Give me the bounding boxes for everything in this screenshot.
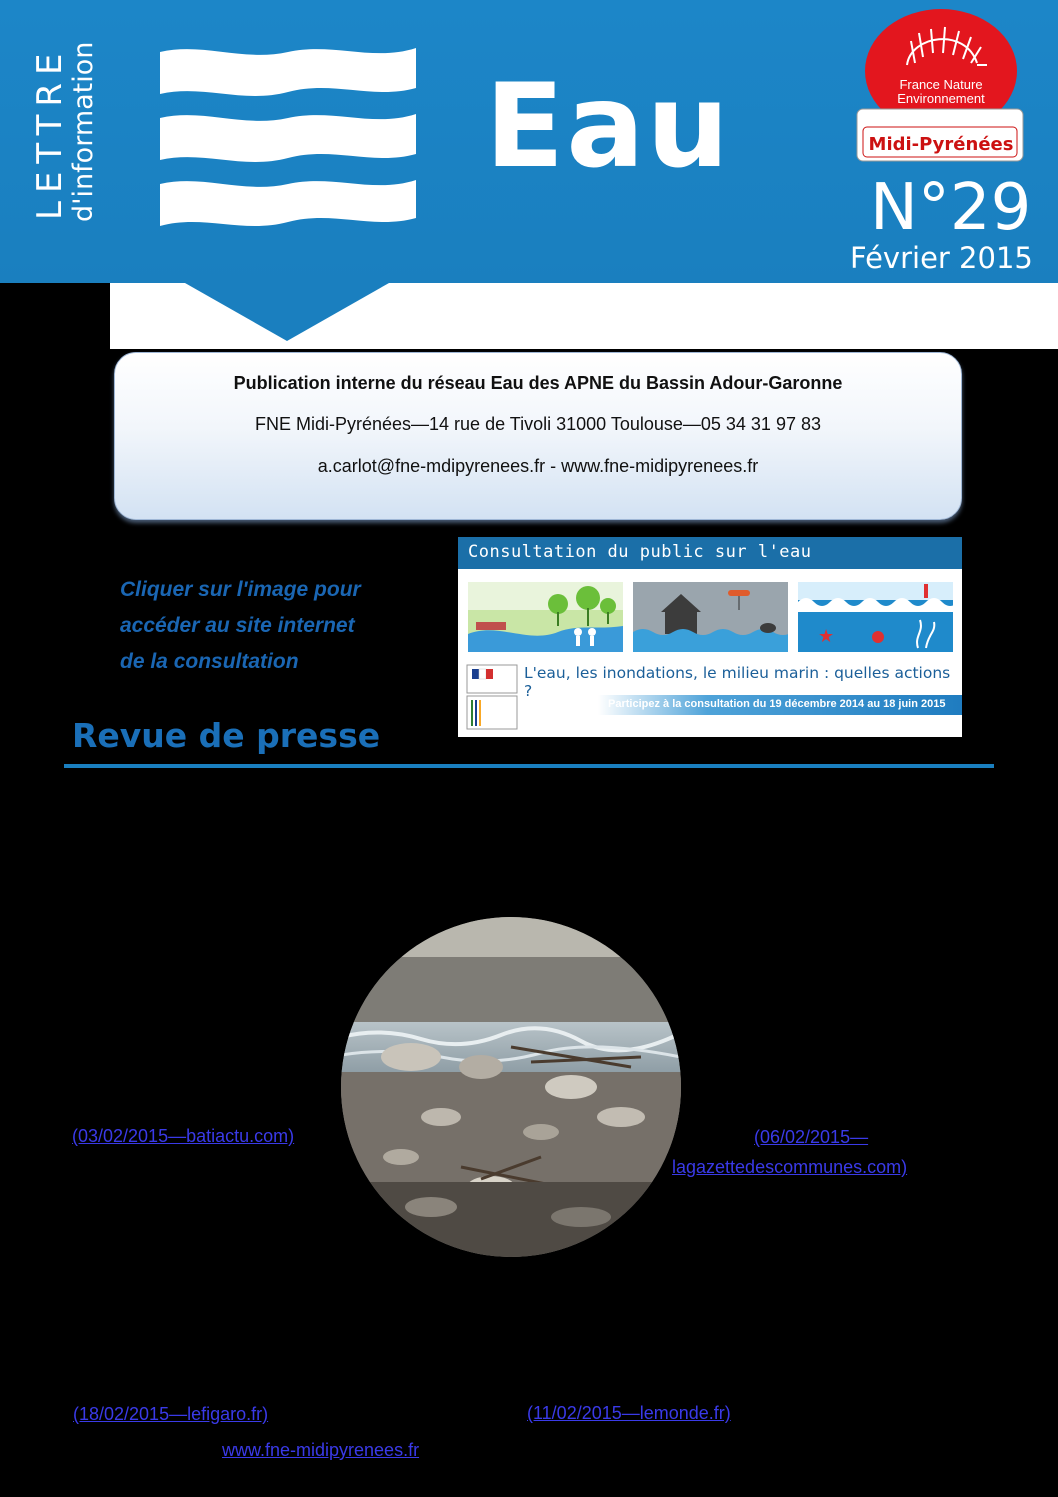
website-link[interactable]: www.fne-midipyrenees.fr: [222, 1440, 420, 1460]
consultation-banner-link[interactable]: [458, 537, 962, 737]
logo-text-line1: France Nature: [899, 77, 983, 92]
press-link-lemonde[interactable]: (11/02/2015—lemonde.fr): [527, 1403, 731, 1423]
address-line: FNE Midi-Pyrénées—14 rue de Tivoli 31000 Toulouse—05 34 31 97 83: [254, 414, 821, 434]
marine-illustration: [798, 582, 953, 652]
banner-question: L'eau, les inondations, le milieu marin : quelles actions ?: [524, 664, 951, 700]
issue-number: N°29: [870, 171, 1032, 245]
ministry-logos: [466, 664, 518, 730]
svg-text:★: ★: [818, 626, 835, 647]
publication-info-box: [114, 352, 962, 520]
logo-text-line2: Environnement: [897, 91, 985, 106]
publication-line: Publication interne du réseau Eau des APNE du Bassin Adour-Garonne: [233, 373, 843, 393]
caption-line-1: Cliquer sur l'image pour: [120, 578, 361, 601]
header-arrow-shape: [185, 283, 389, 341]
press-link-lefigaro[interactable]: (18/02/2015—lefigaro.fr): [73, 1404, 269, 1424]
contact-line[interactable]: a.carlot@fne-mdipyrenees.fr - www.fne-midipyrenees.fr: [317, 456, 759, 476]
landscape-illustration: [468, 582, 623, 652]
banner-dates: Participez à la consultation du 19 décembre 2014 au 18 juin 2015: [608, 698, 946, 710]
issue-date: Février 2015: [850, 241, 1033, 275]
information-label: d'information: [68, 41, 99, 222]
waves-icon: [158, 40, 418, 230]
lettre-block: [0, 0, 110, 283]
caption-line-3: de la consultation: [120, 650, 299, 673]
logo-region-text: Midi-Pyrénées: [868, 134, 1014, 155]
press-link-gazette-line1[interactable]: (06/02/2015—: [754, 1127, 869, 1147]
river-photo: [341, 917, 681, 1257]
banner-title: Consultation du public sur l'eau: [468, 542, 812, 562]
consultation-caption: [120, 572, 420, 680]
press-link-batiactu[interactable]: (03/02/2015—batiactu.com): [72, 1126, 295, 1146]
fne-logo[interactable]: [855, 5, 1027, 165]
lettre-label: LETTRE: [30, 45, 70, 220]
flood-illustration: [633, 582, 788, 652]
section-title-revue: Revue de presse: [72, 716, 381, 755]
caption-line-2: accéder au site internet: [120, 614, 355, 637]
section-divider: [64, 764, 994, 768]
newsletter-title: Eau: [485, 59, 732, 194]
press-link-gazette-line2[interactable]: lagazettedescommunes.com): [672, 1157, 908, 1177]
